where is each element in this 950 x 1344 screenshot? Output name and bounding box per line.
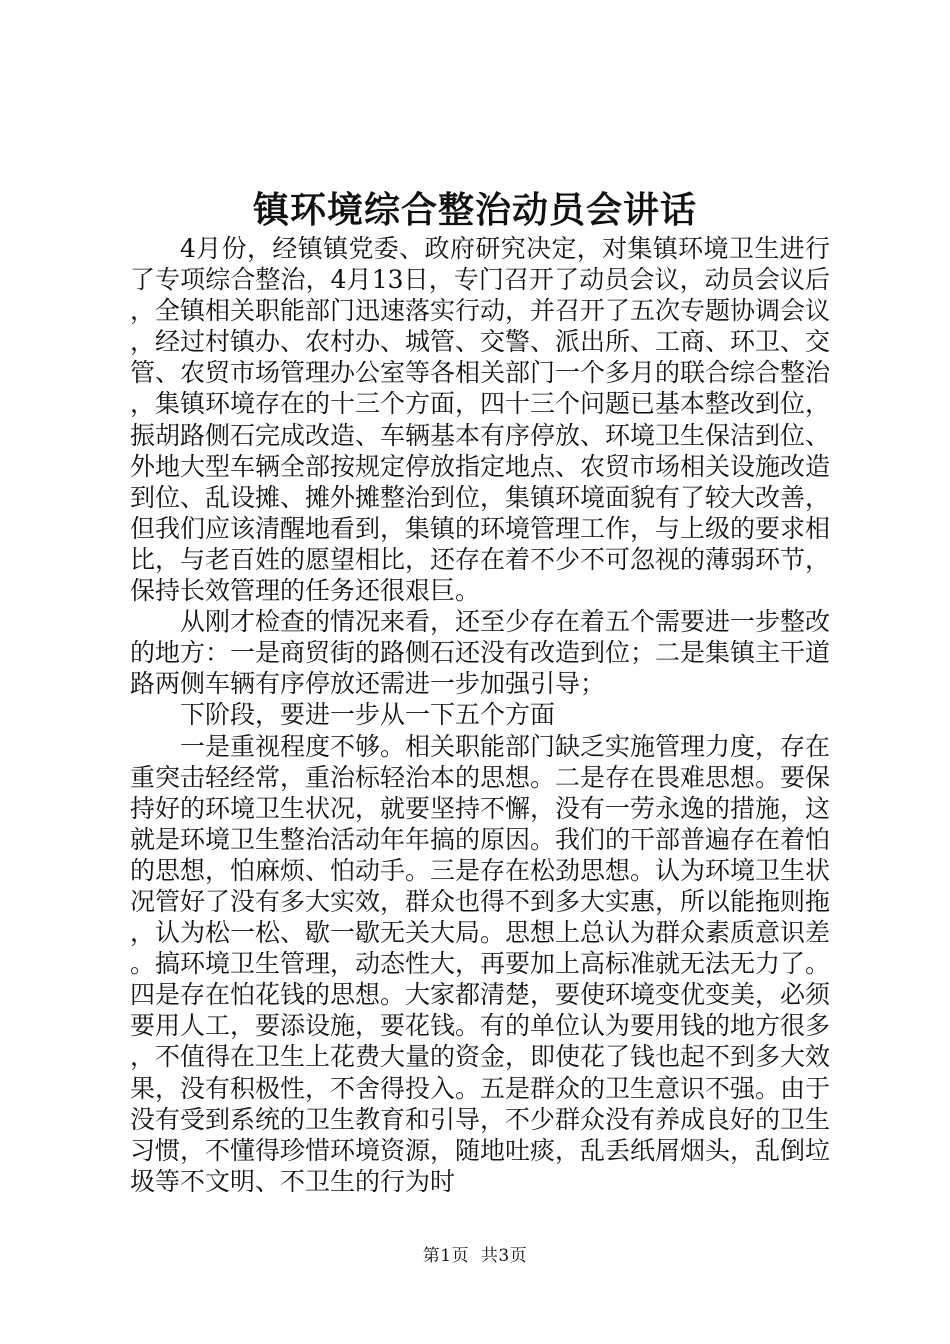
paragraph-2: 从刚才检查的情况来看，还至少存在着五个需要进一步整改的地方：一是商贸街的路侧石还没有改造到位；二是集镇主干道路两侧车辆有序停放还需进一步加强引导； [130,607,831,699]
document-body [130,233,830,1197]
document-title: 镇环境综合整治动员会讲话 [252,189,697,231]
page-total: 共3页 [480,1246,528,1266]
footer-spacer [469,1246,481,1266]
page-footer [0,1245,950,1267]
paragraph-1: 4月份，经镇镇党委、政府研究决定，对集镇环境卫生进行了专项综合整治，4月13日，专门召开了动员会议，动员会议后，全镇相关职能部门迅速落实行动，并召开了五次专题协调会议，经过村镇办、农村办、城管、交警、派出所、工商、环卫、交管、农贸市场管理办公室等各相关部门一个多月的联合综合整治，集镇环境存在的十三个方面，四十三个问题已基本整改到位，振胡路侧石完成改造、车辆基本有序停放、环境卫生保洁到位、外地大型车辆全部按规定停放指定地点、农贸市场相关设施改造到位、乱设摊、摊外摊整治到位，集镇环境面貌有了较大改善，但我们应该清醒地看到，集镇的环境管理工作，与上级的要求相比，与老百姓的愿望相比，还存在着不少不可忽视的薄弱环节，保持长效管理的任务还很艰巨。 [130,234,831,606]
paragraph-3: 下阶段，要进一步从一下五个方面 [180,700,556,730]
page-number: 第1页 [422,1246,470,1266]
paragraph-4: 一是重视程度不够。相关职能部门缺乏实施管理力度，存在重突击轻经常，重治标轻治本的思想。二是存在畏难思想。要保持好的环境卫生状况，就要坚持不懈，没有一劳永逸的措施，这就是环境卫生整治活动年年搞的原因。我们的干部普遍存在着怕的思想，怕麻烦、怕动手。三是存在松劲思想。认为环境卫生状况管好了没有多大实效，群众也得不到多大实惠，所以能拖则拖，认为松一松、歇一歇无关大局。思想上总认为群众素质意识差。搞环境卫生管理，动态性大，再要加上高标准就无法无力了。四是存在怕花钱的思想。大家都清楚，要使环境变优变美，必须要用人工，要添设施，要花钱。有的单位认为要用钱的地方很多，不值得在卫生上花费大量的资金，即使花了钱也起不到多大效果，没有积极性，不舍得投入。五是群众的卫生意识不强。由于没有受到系统的卫生教育和引导，不少群众没有养成良好的卫生习惯，不懂得珍惜环境资源，随地吐痰，乱丢纸屑烟头，乱倒垃圾等不文明、不卫生的行为时 [130,731,831,1196]
